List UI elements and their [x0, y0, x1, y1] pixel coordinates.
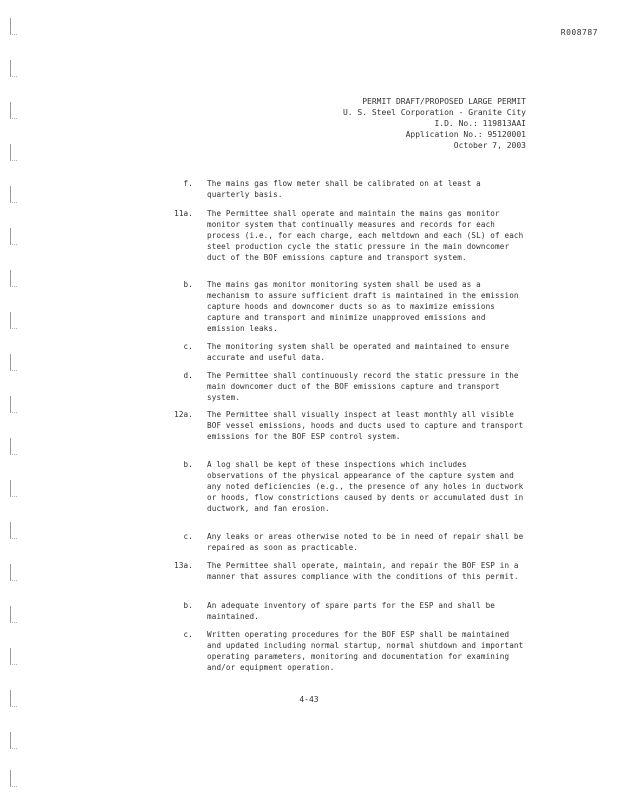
- item-label: 12a.: [174, 410, 193, 419]
- item-label: c.: [183, 342, 193, 351]
- permit-header: [343, 96, 526, 151]
- condition-item: [165, 601, 535, 623]
- header-line: October 7, 2003: [453, 141, 526, 150]
- item-label: c.: [183, 532, 193, 541]
- item-text: The Permittee shall operate and maintain the mains gas monitor monitor system that continually measures and records for each process (i.e., for each charge, each meltdown and each (SL) of each steel production cycle the static pressure in the main downcomer duct of the BOF emissions capture and transport system.: [207, 209, 524, 262]
- header-line: I.D. No.: 119813AAI: [434, 119, 526, 128]
- condition-item: [165, 342, 535, 364]
- item-text: The Permittee shall visually inspect at least monthly all visible BOF vessel emissions, hoods and ducts used to capture and transport emissions for the BOF ESP control system.: [207, 410, 524, 441]
- item-text: The monitoring system shall be operated and maintained to ensure accurate and useful data.: [207, 342, 510, 362]
- condition-item: [165, 532, 535, 554]
- binding-margin: [6, 10, 20, 790]
- condition-item: [165, 460, 535, 515]
- item-label: 11a.: [174, 209, 193, 218]
- item-label: c.: [183, 630, 193, 639]
- header-line: PERMIT DRAFT/PROPOSED LARGE PERMIT: [362, 97, 526, 106]
- item-text: The mains gas flow meter shall be calibrated on at least a quarterly basis.: [207, 179, 481, 199]
- header-line: U. S. Steel Corporation - Granite City: [342, 108, 526, 117]
- condition-item: [165, 410, 535, 443]
- item-text: A log shall be kept of these inspections which includes observations of the physical appearance of the capture system and any noted deficiencies (e.g., the presence of any holes in ductwork or hoods, flow constrictions caused by dents or accumulated dust in ductwork, and fan erosion.: [207, 460, 524, 513]
- page-id: R008787: [560, 28, 598, 37]
- condition-item: [165, 630, 535, 674]
- item-text: The mains gas monitor monitoring system shall be used as a mechanism to assure sufficient draft is maintained in the emission capture hoods and downcomer ducts so as to maximize emissions capture and transport and minimize unapproved emissions and emission leaks.: [207, 280, 519, 333]
- item-text: The Permittee shall operate, maintain, and repair the BOF ESP in a manner that assures compliance with the conditions of this permit.: [207, 561, 519, 581]
- item-text: Written operating procedures for the BOF ESP shall be maintained and updated including normal startup, normal shutdown and important operating parameters, monitoring and documentation for examining and/or equipment operation.: [207, 630, 524, 672]
- condition-item: [165, 371, 535, 404]
- condition-item: [165, 179, 535, 201]
- item-text: An adequate inventory of spare parts for the ESP and shall be maintained.: [207, 601, 496, 621]
- condition-item: [165, 209, 535, 264]
- item-label: f.: [183, 179, 193, 188]
- item-label: d.: [183, 371, 193, 380]
- item-label: b.: [183, 460, 193, 469]
- item-label: b.: [183, 280, 193, 289]
- item-label: b.: [183, 601, 193, 610]
- page-number: 4-43: [299, 695, 319, 704]
- item-text: Any leaks or areas otherwise noted to be in need of repair shall be repaired as soon as practicable.: [207, 532, 524, 552]
- header-line: Application No.: 95120001: [405, 130, 526, 139]
- item-text: The Permittee shall continuously record the static pressure in the main downcomer duct of the BOF emissions capture and transport system.: [207, 371, 519, 402]
- item-label: 13a.: [174, 561, 193, 570]
- condition-item: [165, 280, 535, 335]
- condition-item: [165, 561, 535, 583]
